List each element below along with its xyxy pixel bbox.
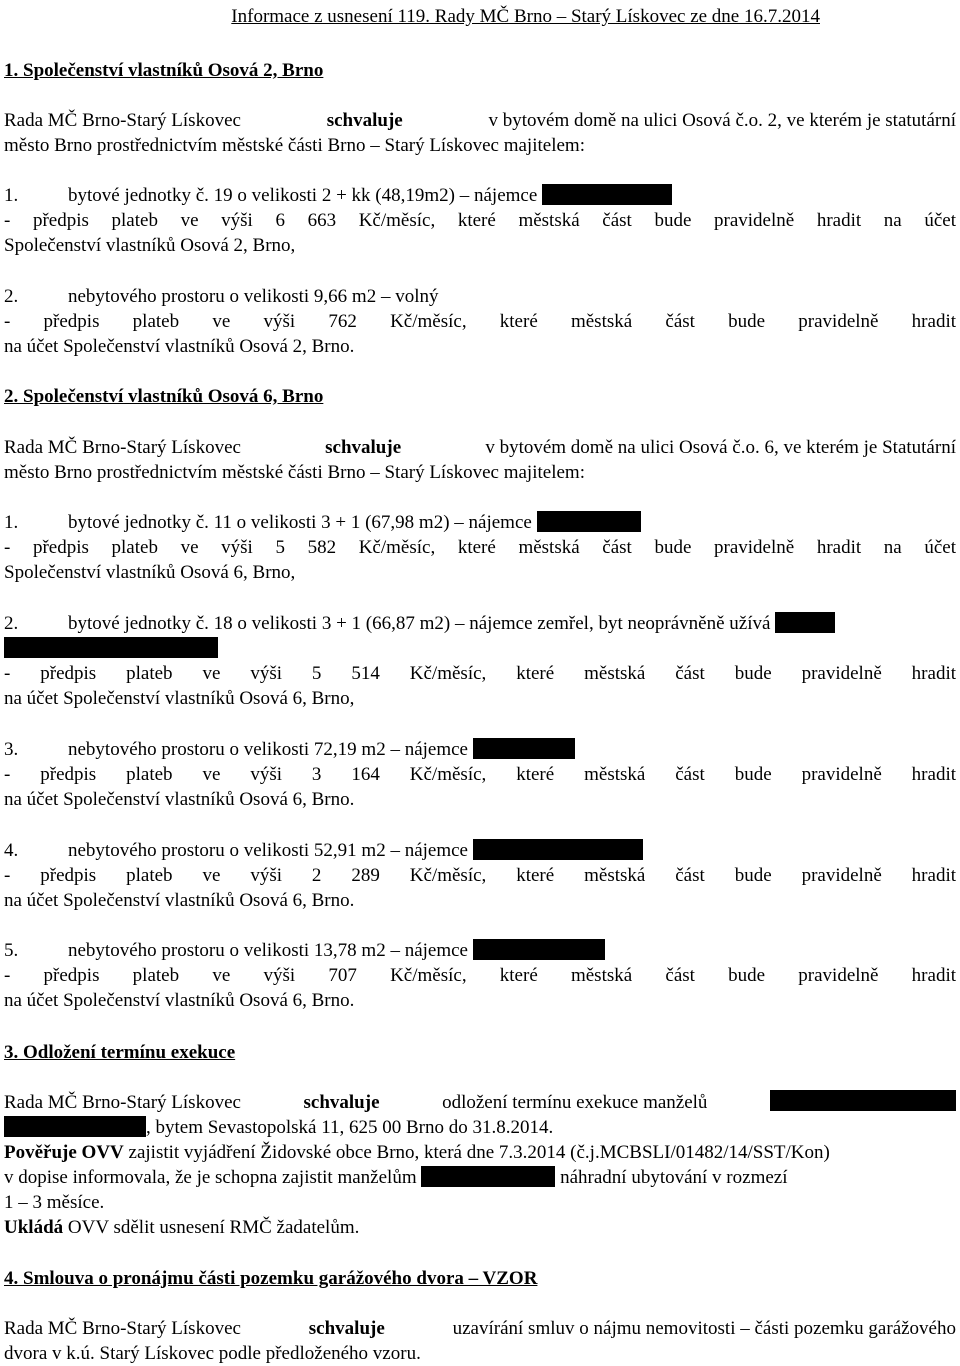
text: odložení termínu exekuce manželů — [442, 1092, 708, 1113]
intro-text: Rada MČ Brno-Starý Lískovec — [4, 437, 241, 458]
section-1-item-2-account: na účet Společenství vlastníků Osová 2, Brno. — [4, 336, 355, 357]
redaction-block — [775, 612, 835, 633]
section-2-item-3 — [4, 737, 956, 762]
section-3-line-2 — [4, 1115, 956, 1140]
verb: Ukládá — [4, 1217, 64, 1238]
section-4-line-2: dvora v k.ú. Starý Lískovec podle předloženého vzoru. — [4, 1343, 421, 1364]
verb: Pověřuje OVV — [4, 1142, 124, 1163]
text: zajistit vyjádření Židovské obce Brno, která dne 7.3.2014 (č.j.MCBSLI/01482/14/SST/Kon) — [128, 1142, 830, 1163]
section-1-item-1-account: Společenství vlastníků Osová 2, Brno, — [4, 235, 296, 256]
item-number: 3. — [4, 739, 19, 760]
section-2-item-1-payment: - předpis plateb ve výši 5 582 Kč/měsíc, které městská část bude pravidelně hradit na účet — [4, 537, 956, 558]
item-number: 1. — [4, 512, 19, 533]
section-2-intro-line-2: město Brno prostřednictvím městské části Brno – Starý Lískovec majitelem: — [4, 462, 585, 483]
intro-verb: schvaluje — [325, 437, 402, 458]
section-2-item-5-account: na účet Společenství vlastníků Osová 6, Brno. — [4, 990, 355, 1011]
section-2-title: 2. Společenství vlastníků Osová 6, Brno — [4, 386, 324, 407]
redaction-block — [4, 1116, 146, 1137]
section-1-item-2-payment: - předpis plateb ve výši 762 Kč/měsíc, které městská část bude pravidelně hradit — [4, 311, 956, 332]
document-header: Informace z usnesení 119. Rady MČ Brno – Starý Lískovec ze dne 16.7.2014 — [231, 6, 820, 27]
redaction-block — [770, 1090, 956, 1111]
section-4-line-1 — [4, 1316, 956, 1341]
text: Rada MČ Brno-Starý Lískovec — [4, 1318, 241, 1339]
section-2-item-1 — [4, 510, 956, 535]
item-text: bytové jednotky č. 11 o velikosti 3 + 1 (67,98 m2) – nájemce — [68, 512, 532, 533]
verb: schvaluje — [303, 1092, 380, 1113]
item-text: nebytového prostoru o velikosti 52,91 m2 – nájemce — [68, 840, 468, 861]
redaction-block — [473, 939, 605, 960]
section-3-line-6 — [4, 1215, 956, 1240]
section-4-title: 4. Smlouva o pronájmu části pozemku garážového dvora – VZOR — [4, 1268, 538, 1289]
section-2-item-2-account: na účet Společenství vlastníků Osová 6, Brno, — [4, 688, 355, 709]
intro-text: Rada MČ Brno-Starý Lískovec — [4, 110, 241, 131]
section-3-line-1 — [4, 1090, 956, 1115]
section-1-item-1-payment: - předpis plateb ve výši 6 663 Kč/měsíc, které městská část bude pravidelně hradit na účet — [4, 210, 956, 231]
intro-text: v bytovém domě na ulici Osová č.o. 6, ve kterém je Statutární — [485, 437, 956, 458]
item-text: nebytového prostoru o velikosti 13,78 m2 – nájemce — [68, 940, 468, 961]
section-2-item-5-payment: - předpis plateb ve výši 707 Kč/měsíc, které městská část bude pravidelně hradit — [4, 965, 956, 986]
text: , bytem Sevastopolská 11, 625 00 Brno do 31.8.2014. — [146, 1117, 554, 1138]
section-2-item-2-payment: - předpis plateb ve výši 5 514 Kč/měsíc, které městská část bude pravidelně hradit — [4, 663, 956, 684]
section-2-item-5 — [4, 938, 956, 963]
section-2-intro-line-1 — [4, 435, 956, 460]
redaction-block — [473, 738, 575, 759]
section-2-item-3-payment: - předpis plateb ve výši 3 164 Kč/měsíc, které městská část bude pravidelně hradit — [4, 764, 956, 785]
section-1-item-1 — [4, 183, 956, 208]
text: v dopise informovala, že je schopna zajistit manželům — [4, 1167, 417, 1188]
item-text: nebytového prostoru o velikosti 72,19 m2 – nájemce — [68, 739, 468, 760]
item-number: 2. — [4, 613, 19, 634]
item-number: 2. — [4, 286, 19, 307]
text: Rada MČ Brno-Starý Lískovec — [4, 1092, 241, 1113]
item-number: 5. — [4, 940, 19, 961]
section-3-line-3 — [4, 1140, 956, 1165]
intro-verb: schvaluje — [326, 110, 403, 131]
section-2-item-4 — [4, 838, 956, 863]
section-2-item-4-payment: - předpis plateb ve výši 2 289 Kč/měsíc, které městská část bude pravidelně hradit — [4, 865, 956, 886]
item-text: nebytového prostoru o velikosti 9,66 m2 – volný — [68, 286, 439, 307]
section-2-item-2-redaction-line — [4, 636, 956, 661]
item-number: 4. — [4, 840, 19, 861]
section-2-item-2 — [4, 611, 956, 636]
item-text: bytové jednotky č. 18 o velikosti 3 + 1 (66,87 m2) – nájemce zemřel, byt neoprávněně užívá — [68, 613, 771, 634]
section-2-item-1-account: Společenství vlastníků Osová 6, Brno, — [4, 562, 296, 583]
text: náhradní ubytování v rozmezí — [560, 1167, 788, 1188]
item-text: bytové jednotky č. 19 o velikosti 2 + kk (48,19m2) – nájemce — [68, 185, 538, 206]
text: uzavírání smluv o nájmu nemovitosti – části pozemku garážového — [452, 1318, 956, 1339]
section-1-intro-line-2: město Brno prostřednictvím městské části Brno – Starý Lískovec majitelem: — [4, 135, 585, 156]
intro-text: v bytovém domě na ulici Osová č.o. 2, ve kterém je statutární — [488, 110, 956, 131]
redaction-block — [542, 184, 672, 205]
redaction-block — [421, 1166, 555, 1187]
section-3-title: 3. Odložení termínu exekuce — [4, 1042, 236, 1063]
text: OVV sdělit usnesení RMČ žadatelům. — [67, 1217, 360, 1238]
redaction-block — [537, 511, 641, 532]
item-number: 1. — [4, 185, 19, 206]
section-1-intro-line-1 — [4, 108, 956, 133]
redaction-block — [4, 637, 218, 658]
section-2-item-4-account: na účet Společenství vlastníků Osová 6, Brno. — [4, 890, 355, 911]
section-3-line-5: 1 – 3 měsíce. — [4, 1192, 105, 1213]
section-1-title: 1. Společenství vlastníků Osová 2, Brno — [4, 60, 324, 81]
verb: schvaluje — [308, 1318, 385, 1339]
section-2-item-3-account: na účet Společenství vlastníků Osová 6, Brno. — [4, 789, 355, 810]
section-1-item-2 — [4, 284, 956, 309]
redaction-block — [473, 839, 643, 860]
section-3-line-4 — [4, 1165, 956, 1190]
